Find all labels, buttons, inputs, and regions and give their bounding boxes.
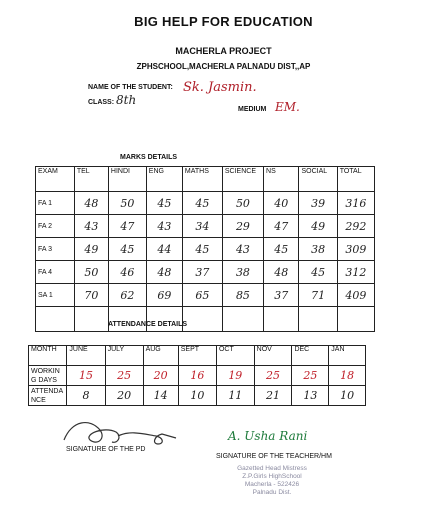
attended-cell: 8	[67, 386, 105, 406]
table-row	[36, 284, 375, 307]
mark-cell: 69	[146, 284, 182, 307]
mark-cell: 45	[182, 238, 222, 261]
document-title: BIG HELP FOR EDUCATION	[134, 14, 313, 29]
stamp-line: Macherla - 522426	[244, 481, 300, 488]
exam-label: FA 3	[36, 238, 75, 261]
col-tel: TEL	[74, 167, 108, 192]
project-name: MACHERLA PROJECT	[175, 46, 272, 56]
col-maths: MATHS	[182, 167, 222, 192]
mark-cell: 44	[146, 238, 182, 261]
col-exam: EXAM	[36, 167, 75, 192]
working-cell: 15	[67, 366, 105, 386]
mark-cell: 48	[146, 261, 182, 284]
working-cell: 25	[292, 366, 329, 386]
attendance-table	[28, 345, 366, 406]
marks-table	[35, 166, 375, 332]
mark-cell: 43	[74, 215, 108, 238]
blank-cell	[36, 307, 75, 332]
mark-cell: 71	[299, 284, 337, 307]
exam-label: FA 1	[36, 192, 75, 215]
attendance-header-row	[29, 346, 366, 366]
attended-cell: 14	[143, 386, 178, 406]
mark-cell: 48	[74, 192, 108, 215]
mark-cell: 70	[74, 284, 108, 307]
mark-cell: 38	[299, 238, 337, 261]
total-cell: 316	[337, 192, 374, 215]
exam-label: FA 2	[36, 215, 75, 238]
mark-cell: 46	[108, 261, 146, 284]
col-ns: NS	[264, 167, 299, 192]
mark-cell: 43	[222, 238, 263, 261]
mark-cell: 65	[182, 284, 222, 307]
mark-cell: 49	[74, 238, 108, 261]
total-cell: 292	[337, 215, 374, 238]
marks-heading: MARKS DETAILS	[120, 154, 178, 161]
mark-cell: 34	[182, 215, 222, 238]
col-hindi: HINDI	[108, 167, 146, 192]
working-cell: 25	[254, 366, 292, 386]
marks-header-row	[36, 167, 375, 192]
medium-value: EM.	[275, 100, 300, 114]
attendance-row	[29, 386, 366, 406]
mark-cell: 50	[222, 192, 263, 215]
blank-cell	[222, 307, 263, 332]
pd-signature-label: SIGNATURE OF THE PD	[66, 446, 146, 453]
mark-cell: 47	[264, 215, 299, 238]
total-cell: 309	[337, 238, 374, 261]
mark-cell: 45	[108, 238, 146, 261]
col-sept: SEPT	[178, 346, 216, 366]
stamp-line: Gazetted Head Mistress	[237, 465, 307, 472]
stamp-line: Palnadu Dist.	[252, 489, 292, 496]
mark-cell: 49	[299, 215, 337, 238]
table-row	[36, 261, 375, 284]
class-value: 8th	[116, 93, 137, 107]
mark-cell: 39	[299, 192, 337, 215]
col-social: SOCIAL	[299, 167, 337, 192]
attended-cell: 11	[216, 386, 254, 406]
office-stamp	[212, 465, 332, 497]
mark-cell: 48	[264, 261, 299, 284]
working-cell: 20	[143, 366, 178, 386]
exam-label: SA 1	[36, 284, 75, 307]
attended-cell: 20	[105, 386, 143, 406]
col-july: JULY	[105, 346, 143, 366]
attended-cell: 10	[329, 386, 366, 406]
mark-cell: 62	[108, 284, 146, 307]
total-cell: 409	[337, 284, 374, 307]
total-cell: 312	[337, 261, 374, 284]
teacher-signature: A. Usha Rani	[228, 429, 308, 443]
col-jan: JAN	[329, 346, 366, 366]
class-label: CLASS:	[88, 99, 115, 106]
student-name-label: NAME OF THE STUDENT:	[88, 84, 173, 91]
mark-cell: 45	[146, 192, 182, 215]
mark-cell: 37	[264, 284, 299, 307]
mark-cell: 37	[182, 261, 222, 284]
working-cell: 16	[178, 366, 216, 386]
blank-cell	[337, 307, 374, 332]
working-cell: 25	[105, 366, 143, 386]
mark-cell: 40	[264, 192, 299, 215]
col-science: SCIENCE	[222, 167, 263, 192]
attendance-label: ATTENDA NCE	[29, 386, 67, 406]
mark-cell: 45	[182, 192, 222, 215]
attended-cell: 10	[178, 386, 216, 406]
blank-cell	[74, 307, 108, 332]
col-nov: NOV	[254, 346, 292, 366]
attendance-heading: ATTENDANCE DETAILS	[108, 321, 188, 328]
blank-cell	[264, 307, 299, 332]
col-dec: DEC	[292, 346, 329, 366]
col-eng: ENG	[146, 167, 182, 192]
mark-cell: 45	[264, 238, 299, 261]
exam-label: FA 4	[36, 261, 75, 284]
mark-cell: 43	[146, 215, 182, 238]
blank-row	[36, 307, 375, 332]
medium-label: MEDIUM	[238, 106, 267, 113]
mark-cell: 50	[108, 192, 146, 215]
table-row	[36, 215, 375, 238]
mark-cell: 47	[108, 215, 146, 238]
blank-cell	[182, 307, 222, 332]
student-name-value: Sk. Jasmin.	[183, 80, 257, 95]
blank-cell	[299, 307, 337, 332]
col-total: TOTAL	[337, 167, 374, 192]
col-aug: AUG	[143, 346, 178, 366]
stamp-line: Z.P.Girls HighSchool	[242, 473, 302, 480]
col-june: JUNE	[67, 346, 105, 366]
table-row	[36, 238, 375, 261]
attended-cell: 21	[254, 386, 292, 406]
mark-cell: 29	[222, 215, 263, 238]
mark-cell: 85	[222, 284, 263, 307]
mark-cell: 38	[222, 261, 263, 284]
school-name: ZPHSCHOOL,MACHERLA PALNADU DIST,,AP	[136, 62, 311, 71]
working-cell: 18	[329, 366, 366, 386]
attended-cell: 13	[292, 386, 329, 406]
teacher-signature-label: SIGNATURE OF THE TEACHER/HM	[216, 453, 332, 460]
mark-cell: 45	[299, 261, 337, 284]
working-days-label: WORKIN G DAYS	[29, 366, 67, 386]
working-cell: 19	[216, 366, 254, 386]
table-row	[36, 192, 375, 215]
mark-cell: 50	[74, 261, 108, 284]
working-days-row	[29, 366, 366, 386]
col-oct: OCT	[216, 346, 254, 366]
col-month: MONTH	[29, 346, 67, 366]
